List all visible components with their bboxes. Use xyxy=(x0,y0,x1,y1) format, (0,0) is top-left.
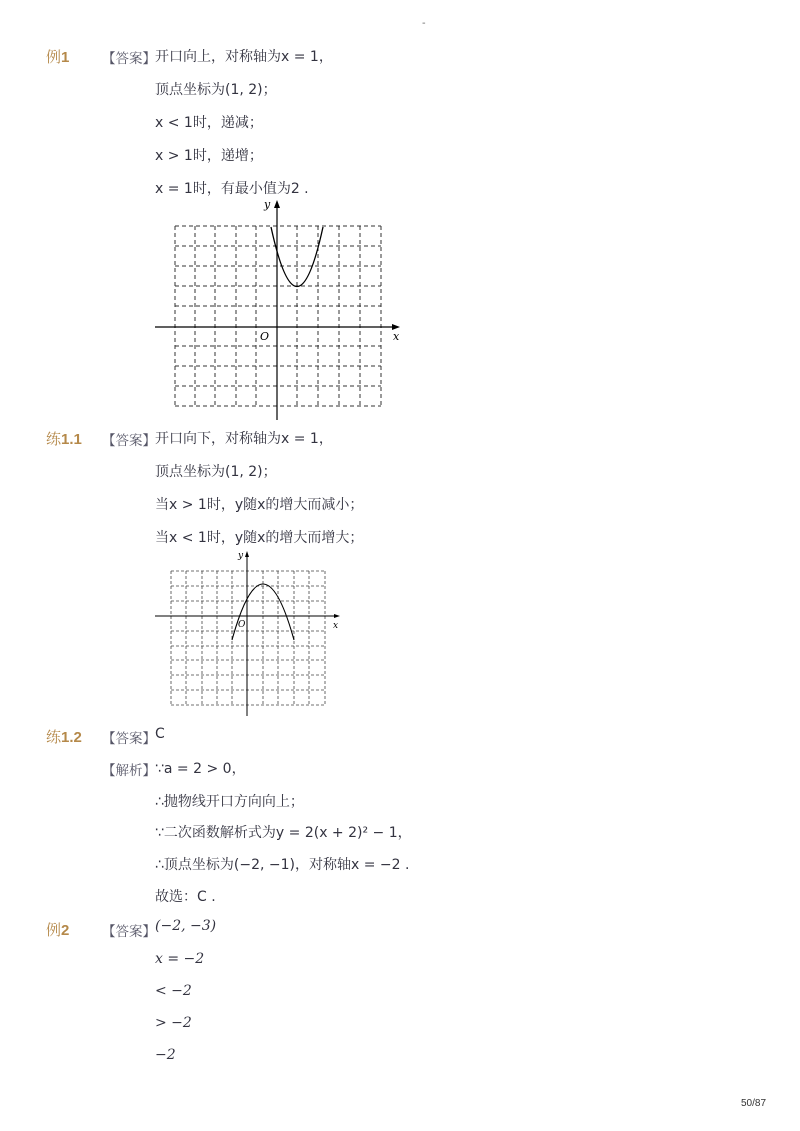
practice-1-2-label: 练1.2 xyxy=(46,728,82,746)
practice-1-2-answer-tag: 【答案】 xyxy=(102,731,156,747)
example-1-origin-label: O xyxy=(260,330,270,343)
practice-1-1-line-3: 当x > 1时，y随x的增大而减小； xyxy=(155,497,364,513)
practice-1-1-line-2: 顶点坐标为(1, 2)； xyxy=(155,464,277,480)
practice-1-2-analysis-line-5: 故选：C . xyxy=(155,889,216,905)
example-1-line-5: x = 1时，有最小值为2 . xyxy=(155,181,309,197)
practice-1-2-answer: C xyxy=(155,726,165,742)
example-1-answer-tag: 【答案】 xyxy=(102,51,156,67)
practice-1-1-label: 练1.1 xyxy=(46,430,82,448)
practice-1-2-analysis-tag: 【解析】 xyxy=(102,763,156,779)
practice-1-1-graph xyxy=(150,545,350,720)
example-1-line-1: 开口向上，对称轴为x = 1， xyxy=(155,49,333,65)
practice-1-1-line-1: 开口向下，对称轴为x = 1， xyxy=(155,431,333,447)
example-2-line-5: −2 xyxy=(155,1047,176,1063)
example-1-label: 例1 xyxy=(46,48,70,66)
practice-1-1-answer-tag: 【答案】 xyxy=(102,433,156,449)
example-1-x-label: x xyxy=(393,330,400,343)
practice-1-1-x-label: x xyxy=(333,621,339,631)
practice-1-2-analysis-line-3: ∵二次函数解析式为y = 2(x + 2)² − 1， xyxy=(155,825,412,841)
example-2-label: 例2 xyxy=(46,921,70,939)
example-2-line-4: > −2 xyxy=(155,1015,192,1031)
example-2-answer-tag: 【答案】 xyxy=(102,924,156,940)
example-1-line-2: 顶点坐标为(1, 2)； xyxy=(155,82,277,98)
practice-1-1-y-label: y xyxy=(238,551,244,561)
header-mark: - xyxy=(422,18,426,29)
practice-1-2-analysis-line-2: ∴抛物线开口方向向上； xyxy=(155,794,304,810)
practice-1-1-origin-label: O xyxy=(238,620,246,630)
example-1-line-3: x < 1时，递减； xyxy=(155,115,263,131)
practice-1-1-line-4: 当x < 1时，y随x的增大而增大； xyxy=(155,530,364,546)
practice-1-2-analysis-line-4: ∴顶点坐标为(−2, −1)，对称轴x = −2 . xyxy=(155,857,410,873)
example-2-line-1: (−2, −3) xyxy=(155,918,217,934)
example-1-y-label: y xyxy=(264,198,271,211)
practice-1-1-grid xyxy=(171,571,325,705)
example-1-graph xyxy=(150,195,405,423)
example-2-line-3: < −2 xyxy=(155,983,192,999)
practice-1-2-analysis-line-1: ∵a = 2 > 0， xyxy=(155,761,246,777)
example-1-line-4: x > 1时，递增； xyxy=(155,148,263,164)
page-number: 50/87 xyxy=(741,1098,767,1109)
example-2-line-2: x = −2 xyxy=(155,951,205,967)
